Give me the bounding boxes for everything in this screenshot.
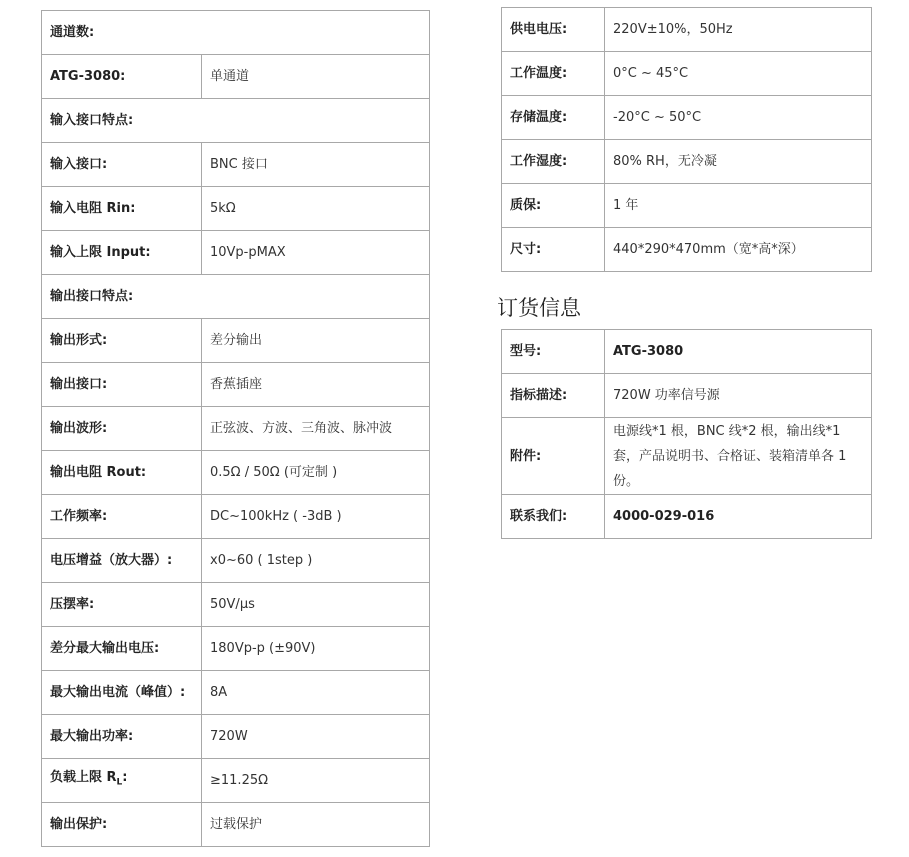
table-row bbox=[42, 495, 430, 539]
spec-key bbox=[42, 759, 202, 803]
section-header: 通道数: bbox=[42, 11, 430, 55]
spec-key: 输入上限 Input: bbox=[42, 231, 202, 275]
spec-key: 工作温度: bbox=[502, 52, 605, 96]
spec-key: 压摆率: bbox=[42, 583, 202, 627]
spec-key: 输出波形: bbox=[42, 407, 202, 451]
spec-value: 220V±10%，50Hz bbox=[605, 8, 872, 52]
table-row bbox=[42, 803, 430, 847]
table-row bbox=[502, 184, 872, 228]
section-header: 输入接口特点: bbox=[42, 99, 430, 143]
order-info-title: 订货信息 bbox=[497, 296, 581, 320]
spec-key: 输出电阻 Rout: bbox=[42, 451, 202, 495]
spec-key: 存储温度: bbox=[502, 96, 605, 140]
order-key: 指标描述: bbox=[502, 374, 605, 418]
spec-key: ATG-3080: bbox=[42, 55, 202, 99]
spec-key: 尺寸: bbox=[502, 228, 605, 272]
specs-table-right bbox=[501, 7, 872, 272]
table-row bbox=[42, 319, 430, 363]
spec-key: 工作频率: bbox=[42, 495, 202, 539]
spec-value: 440*290*470mm（宽*高*深） bbox=[605, 228, 872, 272]
spec-value: 正弦波、方波、三角波、脉冲波 bbox=[202, 407, 430, 451]
spec-value: -20°C ~ 50°C bbox=[605, 96, 872, 140]
spec-key: 工作湿度: bbox=[502, 140, 605, 184]
spec-value: 过载保护 bbox=[202, 803, 430, 847]
model-value: ATG-3080 bbox=[605, 330, 872, 374]
table-row bbox=[502, 374, 872, 418]
table-row bbox=[42, 363, 430, 407]
accessories-value: 电源线*1 根，BNC 线*2 根，输出线*1 套，产品说明书、合格证、装箱清单各 1 份。 bbox=[605, 418, 872, 495]
section-header: 输出接口特点: bbox=[42, 275, 430, 319]
spec-key: 供电电压: bbox=[502, 8, 605, 52]
table-row bbox=[42, 539, 430, 583]
spec-value: 差分输出 bbox=[202, 319, 430, 363]
table-row bbox=[42, 627, 430, 671]
spec-value: 50V/μs bbox=[202, 583, 430, 627]
spec-value: 80% RH，无冷凝 bbox=[605, 140, 872, 184]
spec-key: 最大输出电流（峰值）: bbox=[42, 671, 202, 715]
spec-key: 输出接口: bbox=[42, 363, 202, 407]
spec-value: DC~100kHz ( -3dB ) bbox=[202, 495, 430, 539]
table-row bbox=[42, 187, 430, 231]
order-key: 型号: bbox=[502, 330, 605, 374]
table-row bbox=[42, 407, 430, 451]
spec-value: 5kΩ bbox=[202, 187, 430, 231]
spec-key: 电压增益（放大器）: bbox=[42, 539, 202, 583]
table-row bbox=[42, 671, 430, 715]
spec-key-text: 负载上限 R bbox=[50, 770, 117, 786]
spec-key: 输入电阻 Rin: bbox=[42, 187, 202, 231]
contact-phone: 4000-029-016 bbox=[605, 495, 872, 539]
table-row bbox=[502, 52, 872, 96]
table-row bbox=[502, 140, 872, 184]
table-row bbox=[502, 96, 872, 140]
table-row bbox=[42, 759, 430, 803]
spec-key: 输入接口: bbox=[42, 143, 202, 187]
table-row bbox=[42, 143, 430, 187]
table-row bbox=[42, 231, 430, 275]
table-row bbox=[42, 99, 430, 143]
spec-value: ≥11.25Ω bbox=[202, 759, 430, 803]
order-info-table bbox=[501, 329, 872, 539]
spec-key: 最大输出功率: bbox=[42, 715, 202, 759]
table-row bbox=[42, 55, 430, 99]
spec-value: BNC 接口 bbox=[202, 143, 430, 187]
spec-value: 720W bbox=[202, 715, 430, 759]
spec-key: 差分最大输出电压: bbox=[42, 627, 202, 671]
order-key: 联系我们: bbox=[502, 495, 605, 539]
spec-value: 180Vp-p (±90V) bbox=[202, 627, 430, 671]
table-row bbox=[502, 8, 872, 52]
table-row bbox=[42, 275, 430, 319]
spec-value: 0.5Ω / 50Ω (可定制 ) bbox=[202, 451, 430, 495]
spec-key: 输出形式: bbox=[42, 319, 202, 363]
spec-key: 质保: bbox=[502, 184, 605, 228]
spec-value: 8A bbox=[202, 671, 430, 715]
spec-key-suffix: : bbox=[122, 770, 128, 786]
table-row bbox=[502, 495, 872, 539]
spec-value: 0°C ~ 45°C bbox=[605, 52, 872, 96]
spec-value: 香蕉插座 bbox=[202, 363, 430, 407]
table-row bbox=[502, 228, 872, 272]
table-row bbox=[42, 583, 430, 627]
description-value: 720W 功率信号源 bbox=[605, 374, 872, 418]
spec-value: 1 年 bbox=[605, 184, 872, 228]
spec-key: 输出保护: bbox=[42, 803, 202, 847]
order-key: 附件: bbox=[502, 418, 605, 495]
specs-table-left bbox=[41, 10, 430, 847]
table-row bbox=[502, 418, 872, 495]
table-row bbox=[502, 330, 872, 374]
spec-value: 10Vp-pMAX bbox=[202, 231, 430, 275]
subscript: L bbox=[116, 777, 123, 788]
table-row bbox=[42, 715, 430, 759]
spec-value: x0~60 ( 1step ) bbox=[202, 539, 430, 583]
table-row bbox=[42, 11, 430, 55]
table-row bbox=[42, 451, 430, 495]
spec-value: 单通道 bbox=[202, 55, 430, 99]
